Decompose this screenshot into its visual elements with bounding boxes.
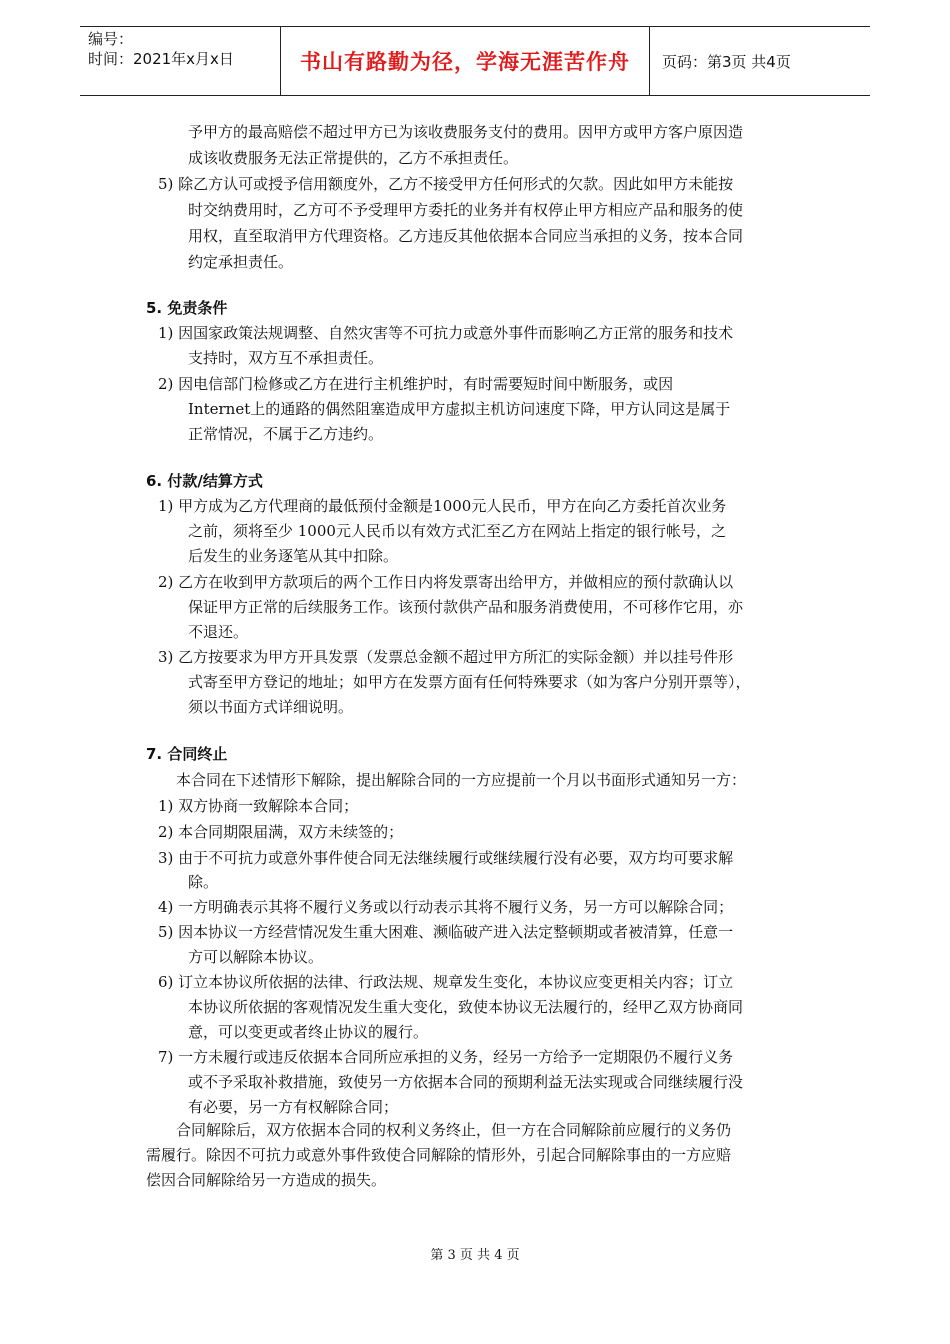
body-line: 约定承担责任。 [188,253,294,271]
document-date: 时间：2021年x月x日 [88,50,234,68]
list-item: 2) 因电信部门检修或乙方在进行主机维护时，有时需要短时间中断服务，或因 [158,375,674,393]
body-line: 需履行。除因不可抗力或意外事件致使合同解除的情形外，引起合同解除事由的一方应赔 [146,1146,732,1164]
section-heading-6: 6. 付款/结算方式 [146,472,263,490]
page-footer: 第 3 页 共 4 页 [430,1248,520,1263]
header-page-code: 页码：第3页 共4页 [662,52,791,71]
body-line: 有必要，另一方有权解除合同； [188,1098,399,1116]
list-item: 7) 一方未履行或违反依据本合同所应承担的义务，经另一方给予一定期限仍不履行义务 [158,1048,734,1066]
list-item: 5) 除乙方认可或授予信用额度外，乙方不接受甲方任何形式的欠款。因此如甲方未能按 [158,175,734,193]
body-line: 式寄至甲方登记的地址；如甲方在发票方面有任何特殊要求（如为客户分别开票等）， [188,673,751,691]
body-line: 之前，须将至少 1000元人民币以有效方式汇至乙方在网站上指定的银行帐号，之 [188,522,726,540]
list-item: 6) 订立本协议所依据的法律、行政法规、规章发生变化，本协议应变更相关内容；订立 [158,973,734,991]
body-line: 方可以解除本协议。 [188,948,324,966]
body-line: 用权，直至取消甲方代理资格。乙方违反其他依据本合同应当承担的义务，按本合同 [188,227,744,245]
body-line: 本协议所依据的客观情况发生重大变化，致使本协议无法履行的，经甲乙双方协商同 [188,998,744,1016]
list-item: 2) 乙方在收到甲方款项后的两个工作日内将发票寄出给甲方，并做相应的预付款确认以 [158,573,734,591]
body-line: 合同解除后，双方依据本合同的权利义务终止，但一方在合同解除前应履行的义务仍 [176,1121,732,1139]
body-line: 支持时，双方互不承担责任。 [188,349,384,367]
body-line: Internet上的通路的偶然阻塞造成甲方虚拟主机访问速度下降，甲方认同这是属于 [188,400,731,418]
list-item: 1) 双方协商一致解除本合同； [158,797,359,815]
body-line: 意，可以变更或者终止协议的履行。 [188,1023,429,1041]
list-item: 1) 因国家政策法规调整、自然灾害等不可抗力或意外事件而影响乙方正常的服务和技术 [158,324,734,342]
body-line: 或不予采取补救措施，致使另一方依据本合同的预期利益无法实现或合同继续履行没 [188,1073,744,1091]
body-line: 不退还。 [188,623,249,641]
body-line: 保证甲方正常的后续服务工作。该预付款供产品和服务消费使用，不可移作它用，亦 [188,598,744,616]
list-item: 2) 本合同期限届满，双方未续签的； [158,823,404,841]
body-line: 时交纳费用时，乙方可不予受理甲方委托的业务并有权停止甲方相应产品和服务的使 [188,201,744,219]
document-number-label: 编号： [88,30,134,48]
body-line: 后发生的业务逐笔从其中扣除。 [188,547,399,565]
body-line: 成该收费服务无法正常提供的，乙方不承担责任。 [188,149,519,167]
section-heading-5: 5. 免责条件 [146,299,228,317]
list-item: 5) 因本协议一方经营情况发生重大困难、濒临破产进入法定整顿期或者被清算，任意一 [158,923,734,941]
section-heading-7: 7. 合同终止 [146,745,228,763]
body-line: 偿因合同解除给另一方造成的损失。 [146,1171,387,1189]
list-item: 4) 一方明确表示其将不履行义务或以行动表示其将不履行义务，另一方可以解除合同； [158,898,734,916]
body-line: 除。 [188,873,219,891]
list-item: 3) 乙方按要求为甲方开具发票（发票总金额不超过甲方所汇的实际金额）并以挂号件形 [158,648,734,666]
list-item: 3) 由于不可抗力或意外事件使合同无法继续履行或继续履行没有必要，双方均可要求解 [158,849,734,867]
body-line: 予甲方的最高赔偿不超过甲方已为该收费服务支付的费用。因甲方或甲方客户原因造 [188,123,744,141]
list-item: 1) 甲方成为乙方代理商的最低预付金额是1000元人民币，甲方在向乙方委托首次业务 [158,497,727,515]
body-line: 正常情况，不属于乙方违约。 [188,425,384,443]
header-meta [80,27,280,95]
header-motto: 书山有路勤为径，学海无涯苦作舟 [280,27,650,95]
page-header [80,26,870,96]
body-line: 须以书面方式详细说明。 [188,698,354,716]
body-line: 本合同在下述情形下解除，提出解除合同的一方应提前一个月以书面形式通知另一方： [176,771,747,789]
